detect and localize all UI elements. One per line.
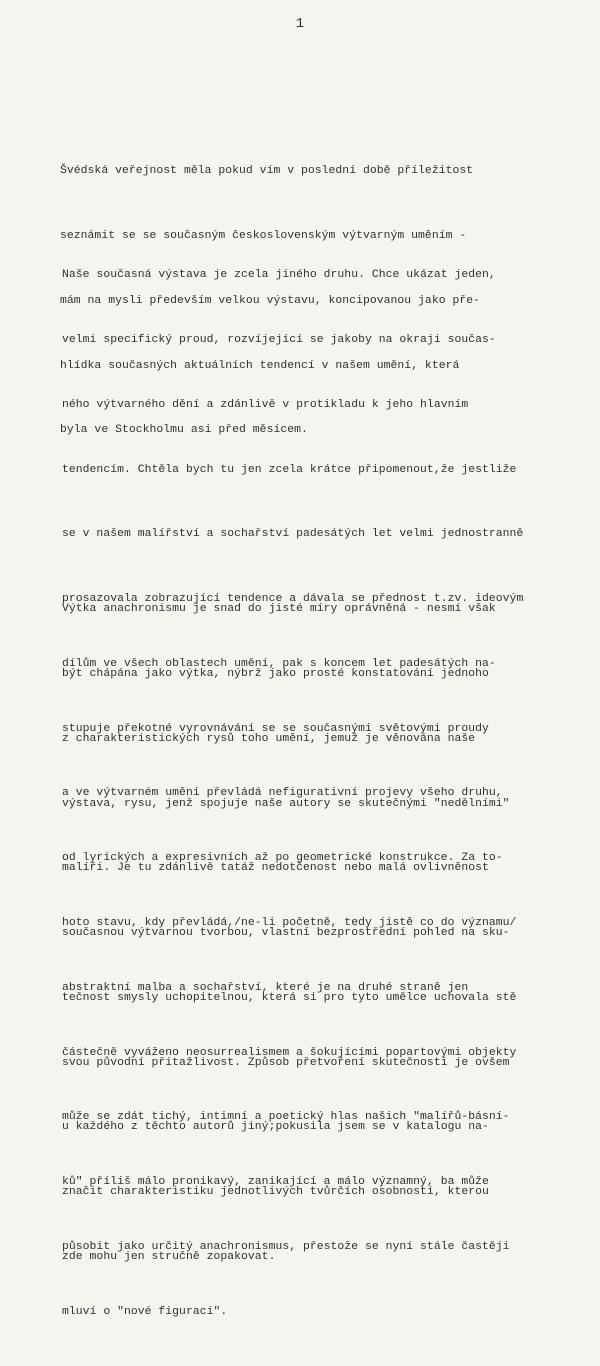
text-line: seznámit se se současným československým výtvarným uměním -	[60, 229, 467, 242]
paragraph-anachronism	[62, 556, 516, 1312]
text-line: Výtka anachronismu je snad do jisté míry oprávněná - nesmí však	[62, 603, 496, 616]
text-line: byla ve Stockholmu asi před měsícem.	[60, 424, 308, 437]
text-line: mluví o "nové figuraci".	[62, 1305, 228, 1318]
text-line: se v našem malířství a sochařství padesátých let velmi jednostranně	[62, 528, 524, 541]
text-line: velmi specifický proud, rozvíjející se jakoby na okraji součas-	[62, 333, 496, 346]
text-line: působit jako určitý anachronismus, přestože se nyní stále častěji	[62, 1240, 510, 1253]
text-line: stupuje překotné vyrovnávání se se současnými světovými proudy	[62, 722, 489, 735]
text-line: částečně vyváženo neosurrealismem a šokujícími popartovými objekty	[62, 1046, 517, 1059]
text-line: hlídka současných aktuálních tendencí v našem umění, která	[60, 359, 460, 372]
text-line: značit charakteristiku jednotlivých tvůrčích osobností, kterou	[62, 1186, 489, 1199]
text-line: být chápána jako výtka, nýbrž jako prosté konstatování jednoho	[62, 667, 489, 680]
text-line: abstraktní malba a sochařství, které je na druhé straně jen	[62, 981, 469, 994]
text-line: tečnost smysly uchopitelnou, která si pro tyto umělce uchovala stě	[62, 991, 517, 1004]
text-line: současnou výtvarnou tvorbou, vlastní bezprostřední pohled na sku-	[62, 927, 510, 940]
page-number: 1	[295, 16, 305, 32]
text-line: svou původní přitažlivost. Způsob přetvoření skutečnosti je ovšem	[62, 1056, 510, 1069]
text-line: dílům ve všech oblastech umění, pak s koncem let padesátých na-	[62, 657, 496, 670]
text-line: zde mohu jen stručně zopakovat.	[62, 1251, 276, 1263]
text-line: ků" příliš málo pronikavý, zanikající a málo významný, ba může	[62, 1176, 489, 1189]
text-line: prosazovala zobrazující tendence a dávala se přednost t.zv. ideovým	[62, 593, 524, 606]
text-line: mám na mysli především velkou výstavu, koncipovanou jako přе-	[60, 294, 481, 307]
text-line: hoto stavu, kdy převládá,/ne-li početně, tedy jistě co do významu/	[62, 917, 517, 929]
text-line: od lyrických a expresivních až po geometrické konstrukce. Za to-	[62, 852, 503, 865]
text-line: malíři. Je tu zdánlivě tatáž nedotčenost nebo malá ovlivněnost	[62, 862, 489, 875]
text-line: výstava, rysu, jenž spojuje naše autory se skutečnými "nedělními"	[62, 797, 510, 810]
text-line: u každého z těchto autorů jiný;pokusila jsem se v katalogu na-	[62, 1121, 489, 1134]
text-line: Švédská veřejnost měla pokud vím v poslední době příležitost	[60, 165, 474, 178]
text-line: může se zdát tichý, intimní a poetický hlas našich "malířů-básní-	[62, 1111, 510, 1124]
text-line: ného výtvarného dění a zdánlivě v protikladu k jeho hlavním	[62, 398, 469, 411]
text-line: z charakteristických rysů toho umění, jemuž je věnována naše	[62, 732, 476, 745]
text-line: tendencím. Chtěla bych tu jen zcela krátce připomenout,že jestliže	[62, 463, 517, 476]
text-line: Naše současná výstava je zcela jiného druhu. Chce ukázat jeden,	[62, 269, 496, 282]
text-line: a ve výtvarném umění převládá nefigurativní projevy všeho druhu,	[62, 787, 503, 800]
